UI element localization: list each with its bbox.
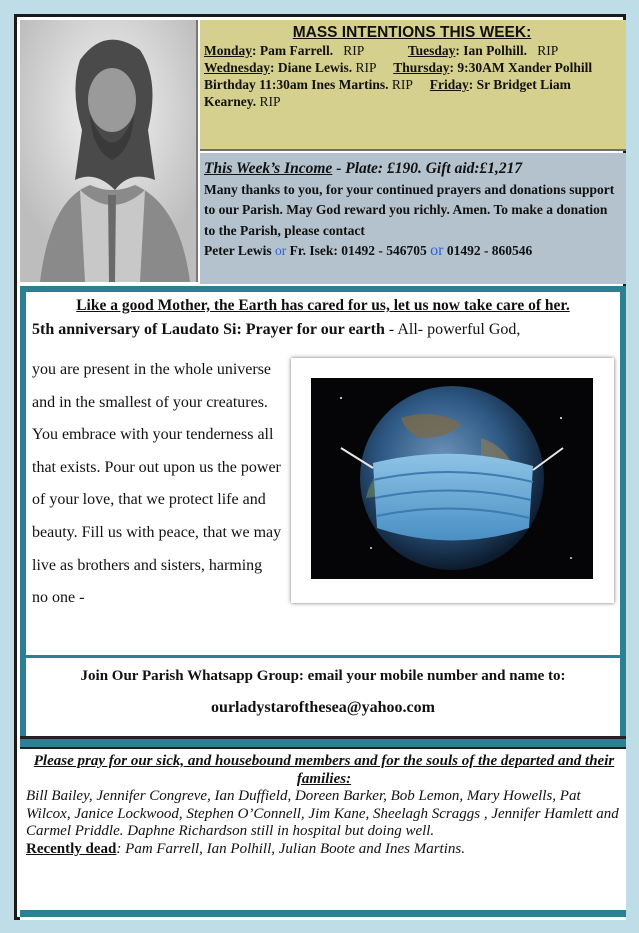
income-heading	[204, 159, 620, 180]
jesus-portrait-image	[20, 20, 198, 282]
monday-label: Monday	[204, 43, 253, 58]
prayer-heading: Like a good Mother, the Earth has cared for us, let us now take care of her.	[76, 297, 570, 314]
thursday-label: Thursday	[393, 60, 450, 75]
earth-mask-image-card	[291, 358, 614, 603]
laudato-si-prayer-section	[20, 292, 626, 655]
parish-email: ourladystarofthesea@yahoo.com	[211, 699, 435, 716]
wednesday-intention: : Diane Lewis.	[270, 60, 353, 75]
or-separator-2: or	[430, 242, 444, 259]
weekly-income-panel	[200, 153, 626, 284]
divider-band	[20, 736, 626, 747]
prayer-list-section	[20, 747, 626, 920]
tuesday-rip: RIP	[537, 43, 559, 58]
tuesday-label: Tuesday	[407, 43, 456, 58]
income-thanks: Many thanks to you, for your continued prayers and donations support to our Parish. May God reward you richly. Amen. To make a donation to the Parish, please contact	[204, 181, 615, 238]
monday-intention: : Pam Farrell.	[252, 43, 334, 58]
contact-peter-lewis: Peter Lewis	[204, 243, 272, 258]
contact-fr-isek: Fr. Isek: 01492 - 546705	[289, 243, 427, 258]
newsletter-page	[14, 14, 626, 920]
monday-rip: RIP	[343, 43, 365, 58]
mass-intentions-panel	[200, 20, 626, 151]
income-title: This Week’s Income	[204, 160, 333, 177]
contact-phone-2: 01492 - 860546	[446, 243, 533, 258]
wednesday-rip: RIP	[355, 60, 377, 75]
portrait-illustration	[20, 20, 198, 282]
recently-dead-line	[26, 841, 622, 859]
prayer-body: you are present in the whole universe and in the smallest of your creatures. You embrace with your tenderness all that exists. Pour out upon us the power of your love, that we protect life and beauty. Fill us with peace, that we may live as brothers and sisters, harming no one -	[32, 361, 282, 607]
mass-intentions-title: MASS INTENTIONS THIS WEEK:	[292, 24, 532, 41]
prayer-list-heading: Please pray for our sick, and housebound members and for the souls of the departed and their families:	[33, 753, 615, 787]
earth-with-mask-image	[311, 378, 593, 579]
thursday-intention: : 9:30AM Xander Polhill Birthday 11:30am Ines Martins.	[204, 60, 593, 92]
mass-intentions-list	[204, 42, 620, 110]
prayer-list-names: Bill Bailey, Jennifer Congreve, Ian Duffield, Doreen Barker, Bob Lemon, Mary Howells, Pat Wilcox, Janice Lockwood, Stephen O’Connell, Jim Kane, Sheelagh Scraggs , Jennifer Hamlett and Carmel Priddle. Daphne Richardson still in hospital but doing well.	[26, 788, 619, 839]
whatsapp-instructions: Join Our Parish Whatsapp Group: email your mobile number and name to:	[80, 668, 566, 684]
bottom-divider	[20, 910, 626, 917]
friday-label: Friday	[429, 77, 469, 92]
or-separator-1: or	[274, 243, 287, 258]
income-figures: - Plate: £190. Gift aid:£1,217	[336, 160, 523, 177]
recently-dead-names: : Pam Farrell, Ian Polhill, Julian Boote and Ines Martins.	[116, 840, 465, 857]
whatsapp-group-panel	[20, 658, 626, 736]
tuesday-intention: : Ian Polhill.	[455, 43, 528, 58]
prayer-title-line	[32, 321, 614, 339]
thursday-rip: RIP	[391, 77, 413, 92]
earth-mask-illustration	[311, 378, 593, 579]
friday-rip: RIP	[259, 94, 281, 109]
prayer-title: 5th anniversary of Laudato Si: Prayer for our earth	[32, 321, 385, 338]
recently-dead-label: Recently dead	[26, 840, 117, 857]
donation-contacts	[204, 241, 620, 262]
friday-intention: : Sr Bridget Liam Kearney.	[204, 77, 571, 109]
prayer-opening: - All- powerful God,	[384, 321, 521, 338]
wednesday-label: Wednesday	[204, 60, 271, 75]
